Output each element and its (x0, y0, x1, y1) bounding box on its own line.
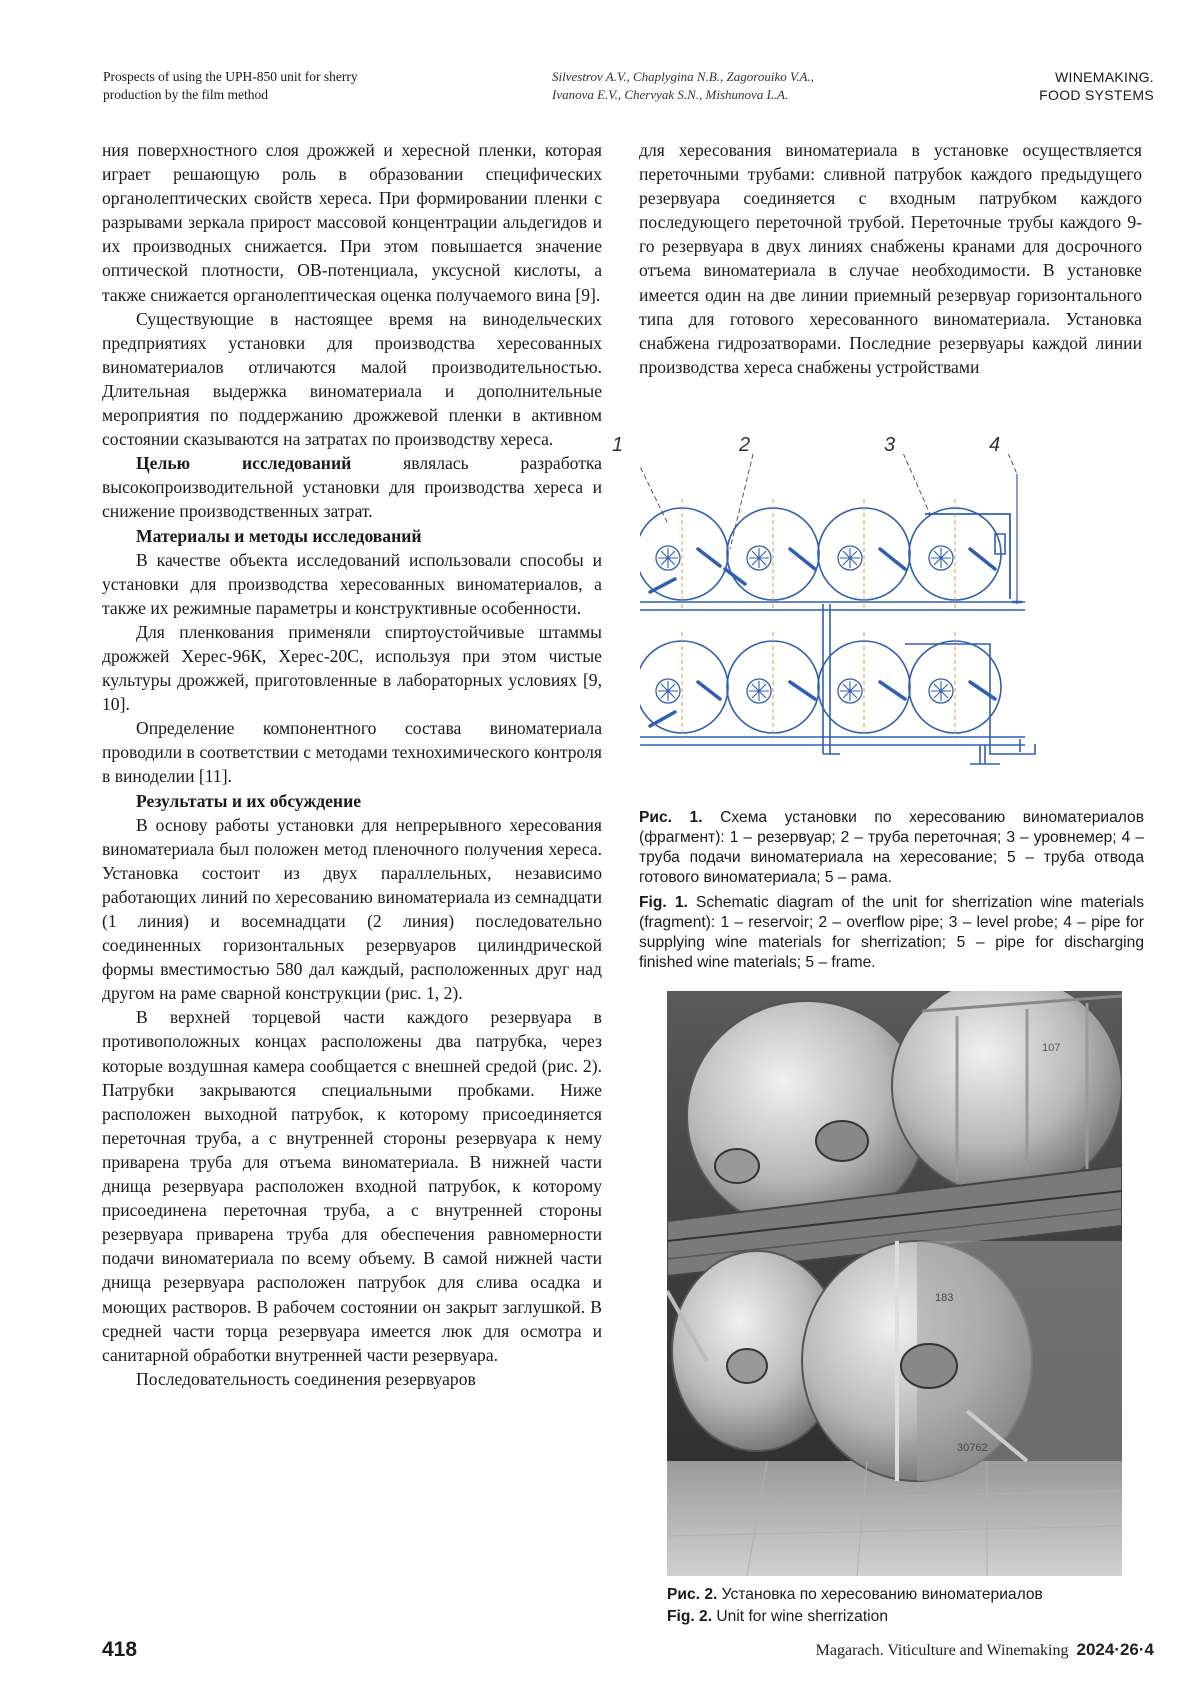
figure-1-caption-en: Fig. 1. Schematic diagram of the unit for sherrization wine materials (fragment): 1 – reservoir; 2 – overflow pipe; 3 – level probe; 4 – pipe for supplying wine materials for sherrization; 5 – pipe for discharging finished wine materials; 5 – frame. (639, 894, 1144, 971)
section-heading-methods: Материалы и методы исследований (136, 525, 422, 546)
tank-row-bottom (640, 641, 1001, 733)
running-header-title: Prospects of using the UPH-850 unit for sherry production by the film method (103, 69, 358, 102)
paragraph: В основу работы установки для непрерывного хересования виноматериала был положен метод пленочного получения хереса. Установка состоит из двух параллельных, независимо работающих линий по хересованию виноматериала из семнадцати (1 линия) и восемнадцати (2 линия) последовательно соединенных горизонтальных резервуаров цилиндрической формы вместимостью 580 дал каждый, расположенных друг над другом на раме сварной конструкции (рис. 1, 2). (102, 814, 602, 1004)
paragraph: ния поверхностного слоя дрожжей и хересной пленки, которая играет решающую роль в образовании специфических органолептических свойств хереса. При формировании пленки с разрывами зеркала прирост массовой концентрации альдегидов и их производных снижается. При этом повышается значение оптической плотности, ОВ-потенциала, уксусной кислоты, а также снижается органолептическая оценка получаемого вина [9]. (102, 140, 602, 305)
tank-number: 183 (935, 1292, 954, 1304)
tank-number: 107 (1042, 1042, 1061, 1054)
right-column (639, 138, 1142, 379)
figure-1-schematic (640, 454, 1125, 799)
figure-2-caption-en: Fig. 2. Unit for wine sherrization (667, 1608, 888, 1625)
journal-issue: 2024·26·4 (1076, 1640, 1154, 1659)
figure-label: Рис. 2. (667, 1586, 718, 1603)
paragraph: Последовательность соединения резервуаров (136, 1368, 476, 1389)
paragraph: В качестве объекта исследований использовали способы и установки для производства хересованных виноматериалов, а также их режимные параметры и конструктивные особенности. (102, 549, 602, 618)
paragraph: для хересования виноматериала в установке осуществляется переточными трубами: сливной патрубок каждого предыдущего резервуара соединяется с входным патрубком каждого последующего переточной трубой. Переточные трубы каждого 9-го резервуара в двух линиях снабжены кранами для досрочного отъема виноматериала в случае необходимости. В установке имеется один на две линии приемный резервуар горизонтального типа для готового хересованного виноматериала. Установка снабжена гидрозатворами. Последние резервуары каждой линии производства хереса снабжены устройствами (639, 140, 1142, 377)
figure-1-callout-4: 4 (989, 434, 1001, 456)
left-column (102, 138, 602, 1391)
paragraph: В верхней торцевой части каждого резервуара в противоположных концах расположены два патрубка, через которые воздушная камера сообщается с внешней средой (рис. 2). Патрубки закрываются специальными пробками. Ниже расположен выходной патрубок, к которому присоединяется переточная труба, а с внутренней стороны резервуара к нему приварена труба для отъема виноматериала. В нижней части днища резервуара расположен входной патрубок, к которому присоединена переточная труба, а с внутренней стороны резервуара приварена труба для обеспечения равномерности подачи виноматериала по всему объему. В самой нижней части днища резервуара расположен патрубок для слива осадка и моющих растворов. В рабочем состоянии он закрыт заглушкой. В средней части торца резервуара имеется люк для осмотра и санитарной обработки внутренней части резервуара. (102, 1007, 602, 1365)
journal-footer (816, 1640, 1154, 1660)
paragraph: Для пленкования применяли спиртоустойчивые штаммы дрожжей Херес-96К, Херес-20С, используя при этом чистые культуры дрожжей, приготовленные в лабораторных условиях [9, 10]. (102, 621, 602, 715)
figure-2-photo (667, 991, 1122, 1576)
paragraph-aim: Целью исследований являлась разработка высокопроизводительной установки для производства хереса и снижение производственных затрат. (102, 453, 602, 522)
paragraph: Существующие в настоящее время на винодельческих предприятиях установки для производства хересованных виноматериалов отличаются малой производительностью. Длительная выдержка виноматериала и дополнительные мероприятия по поддержанию дрожжевой пленки в активном состоянии сказываются на затратах по производству хереса. (102, 308, 602, 450)
figure-2-caption-ru: Рис. 2. Установка по хересованию виноматериалов (667, 1586, 1043, 1603)
figure-1-caption-ru: Рис. 1. Схема установки по хересованию виноматериалов (фрагмент): 1 – резервуар; 2 – труба переточная; 3 – уровнемер; 4 – труба подачи виноматериала на хересование; 5 – труба отвода готового виноматериала; 5 – рама. (639, 809, 1144, 886)
figure-1-callout-2: 2 (739, 434, 751, 456)
running-header-section: WINEMAKING. FOOD SYSTEMS (1039, 69, 1154, 103)
figure-1-callout-1: 1 (612, 434, 624, 456)
section-heading-results: Результаты и их обсуждение (136, 790, 362, 811)
tank-number: 30762 (957, 1442, 988, 1454)
running-header-authors: Silvestrov A.V., Chaplygina N.B., Zagorouiko V.A., Ivanova E.V., Chervyak S.N., Mishunova L.A. (552, 69, 814, 102)
paragraph: Определение компонентного состава виноматериала проводили в соответствии с методами технохимического контроля в виноделии [11]. (102, 718, 602, 787)
bold-lead: Целью исследований (136, 453, 352, 474)
journal-name: Magarach. Viticulture and Winemaking (815, 1642, 1069, 1659)
figure-label: Fig. 2. (667, 1608, 713, 1625)
tank-row-top (640, 508, 1001, 600)
figure-label: Рис. 1. (639, 809, 703, 826)
figure-label: Fig. 1. (639, 894, 688, 911)
page-number: 418 (102, 1638, 138, 1661)
figure-1-callout-3: 3 (884, 434, 896, 456)
